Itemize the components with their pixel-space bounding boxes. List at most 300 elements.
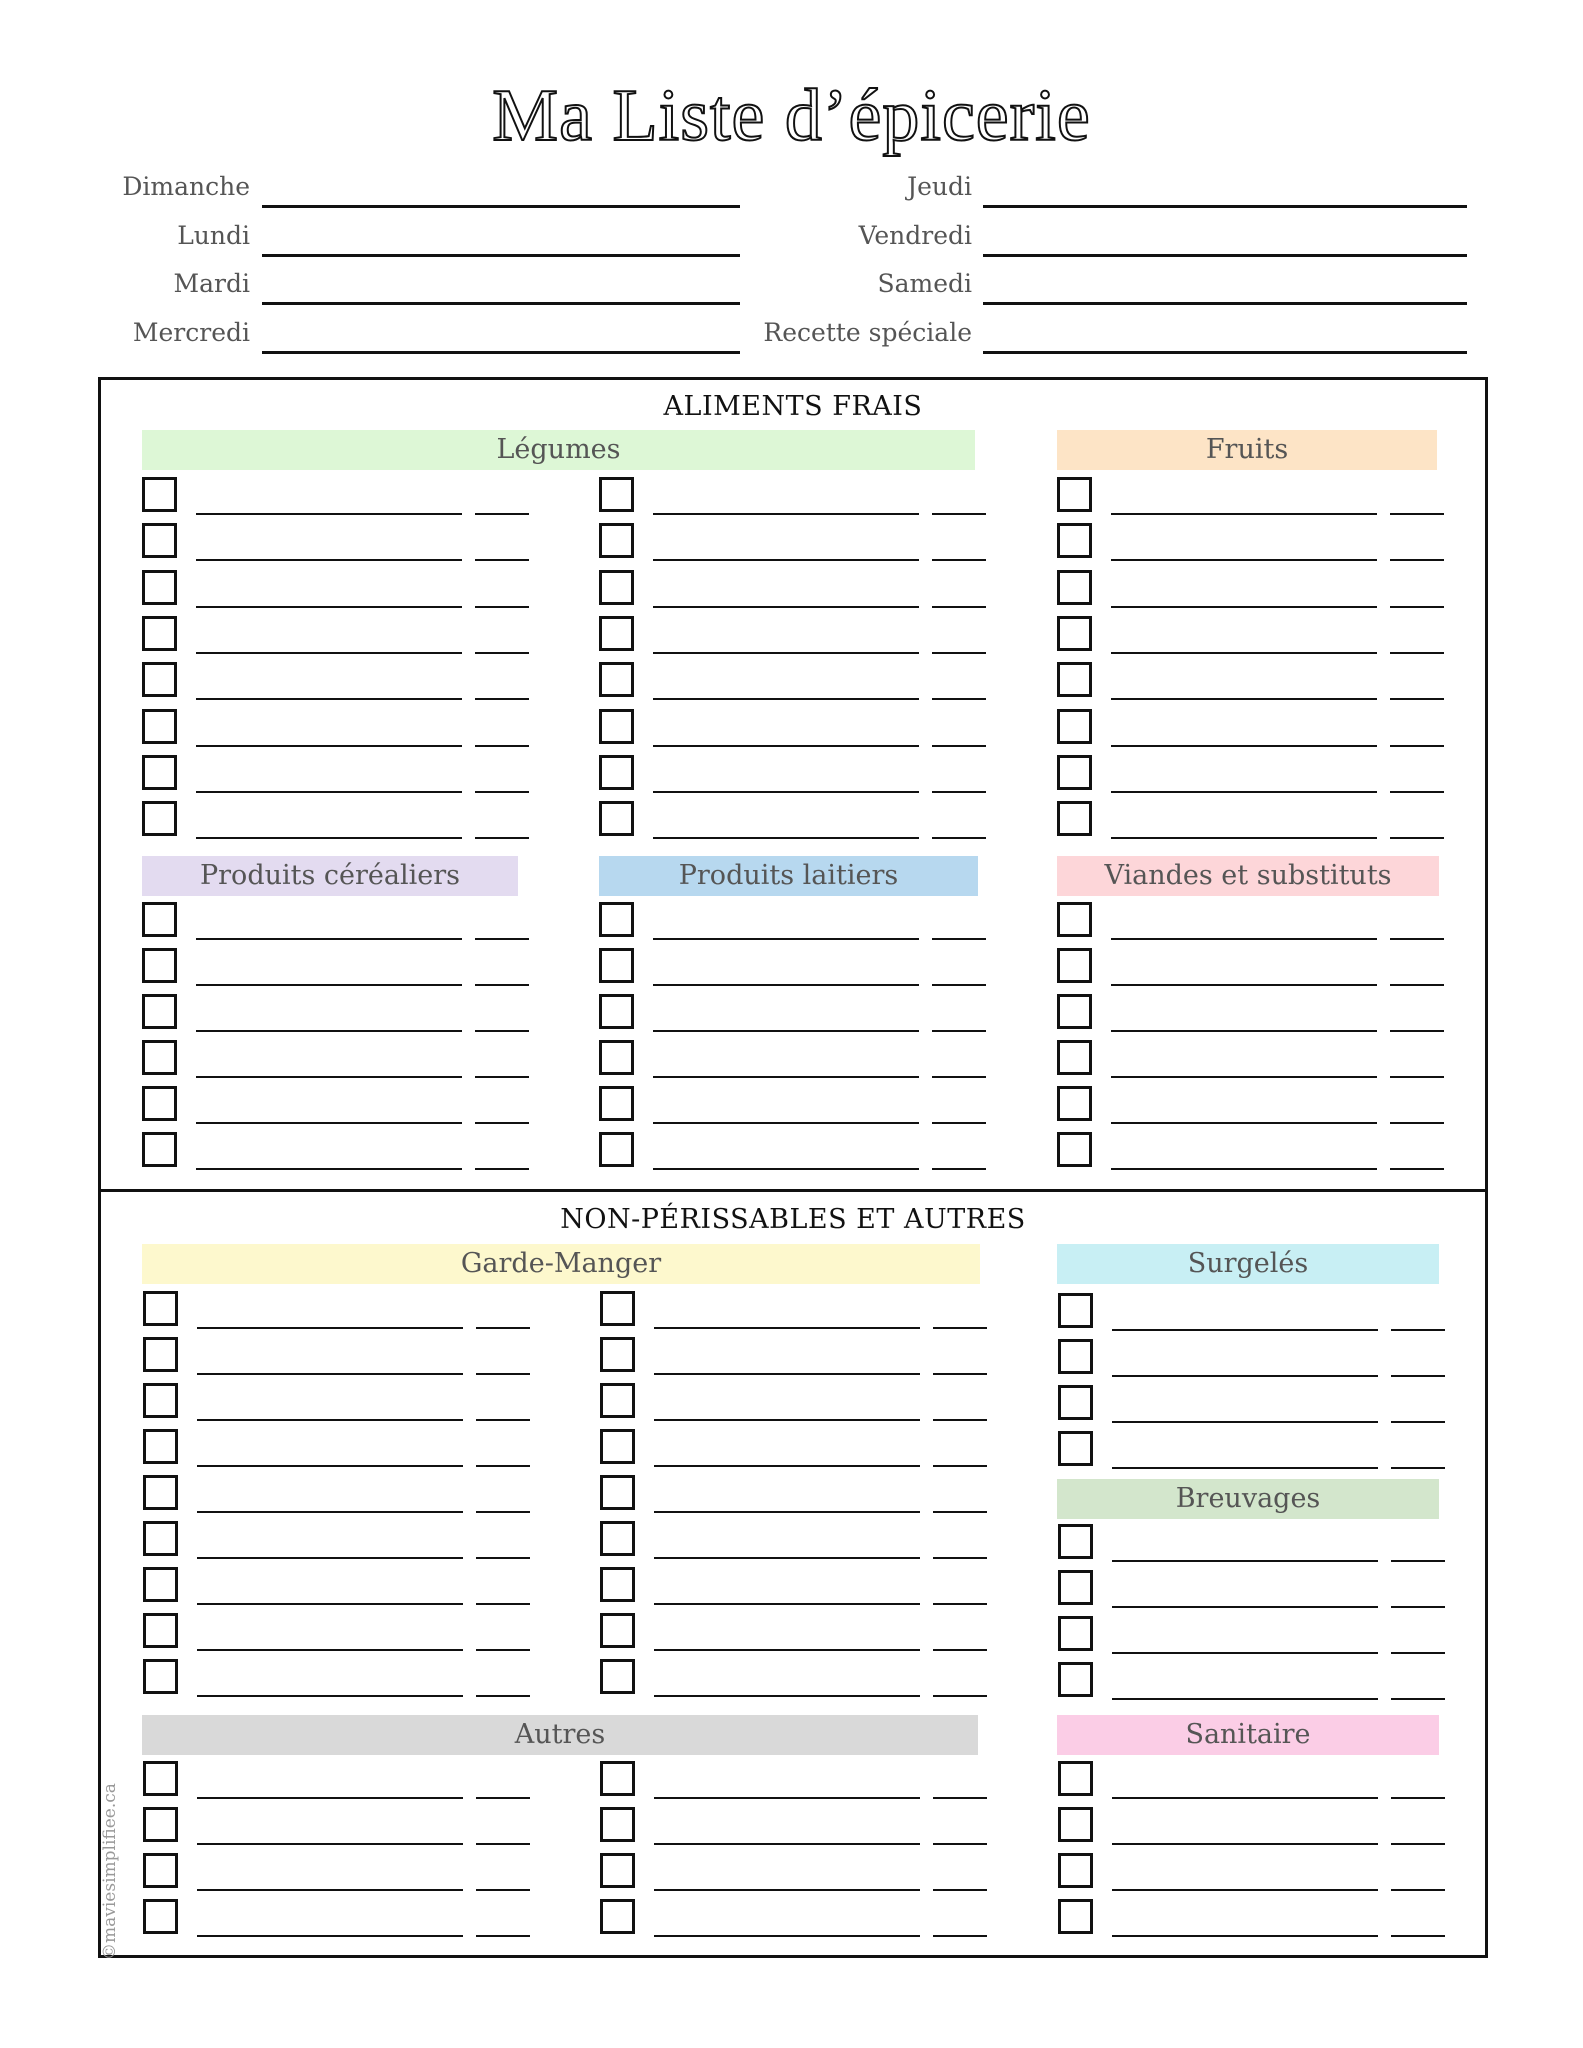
item-quantity-line[interactable]	[475, 1030, 529, 1032]
item-checkbox[interactable]	[599, 755, 634, 790]
item-quantity-line[interactable]	[475, 698, 529, 700]
item-name-line[interactable]	[196, 837, 462, 839]
item-checkbox[interactable]	[1057, 994, 1092, 1029]
item-checkbox[interactable]	[142, 1086, 177, 1121]
item-quantity-line[interactable]	[476, 1327, 530, 1329]
item-quantity-line[interactable]	[1391, 1329, 1445, 1331]
item-quantity-line[interactable]	[932, 1122, 986, 1124]
item-name-line[interactable]	[1112, 1843, 1378, 1845]
item-quantity-line[interactable]	[932, 606, 986, 608]
list-item	[142, 948, 532, 994]
item-name-line[interactable]	[196, 791, 462, 793]
list-item	[600, 1429, 990, 1475]
item-quantity-line[interactable]	[475, 606, 529, 608]
item-quantity-line[interactable]	[475, 745, 529, 747]
item-quantity-line[interactable]	[932, 745, 986, 747]
item-checkbox[interactable]	[600, 1337, 635, 1372]
item-name-line[interactable]	[1111, 1168, 1377, 1170]
item-name-line[interactable]	[654, 1797, 920, 1799]
item-quantity-line[interactable]	[933, 1557, 987, 1559]
item-quantity-line[interactable]	[476, 1889, 530, 1891]
item-name-line[interactable]	[1111, 698, 1377, 700]
item-name-line[interactable]	[653, 791, 919, 793]
item-name-line[interactable]	[1112, 1652, 1378, 1654]
item-checkbox[interactable]	[599, 523, 634, 558]
item-checkbox[interactable]	[599, 570, 634, 605]
list-item	[142, 616, 532, 662]
item-name-line[interactable]	[654, 1557, 920, 1559]
item-checkbox[interactable]	[142, 948, 177, 983]
item-checkbox[interactable]	[600, 1383, 635, 1418]
list-item	[1057, 1086, 1447, 1132]
item-name-line[interactable]	[1111, 745, 1377, 747]
list-item	[599, 948, 989, 994]
day-label-mercredi: Mercredi	[132, 318, 250, 347]
item-checkbox[interactable]	[1058, 1662, 1093, 1697]
item-checkbox[interactable]	[1058, 1899, 1093, 1934]
item-quantity-line[interactable]	[1390, 1076, 1444, 1078]
day-label-jeudi: Jeudi	[907, 172, 972, 201]
item-checkbox[interactable]	[142, 477, 177, 512]
item-name-line[interactable]	[197, 1557, 463, 1559]
item-name-line[interactable]	[654, 1695, 920, 1697]
item-checkbox[interactable]	[1057, 801, 1092, 836]
item-name-line[interactable]	[1112, 1375, 1378, 1377]
item-name-line[interactable]	[197, 1843, 463, 1845]
item-checkbox[interactable]	[1058, 1761, 1093, 1796]
item-quantity-line[interactable]	[932, 984, 986, 986]
list-item	[143, 1659, 533, 1705]
item-name-line[interactable]	[196, 1122, 462, 1124]
item-quantity-line[interactable]	[933, 1419, 987, 1421]
list-item	[142, 801, 532, 847]
item-name-line[interactable]	[1111, 1030, 1377, 1032]
item-name-line[interactable]	[1111, 938, 1377, 940]
item-checkbox[interactable]	[143, 1383, 178, 1418]
item-name-line[interactable]	[654, 1603, 920, 1605]
list-item	[143, 1383, 533, 1429]
item-quantity-line[interactable]	[1390, 791, 1444, 793]
day-line-dimanche[interactable]	[262, 205, 740, 208]
section-title: ALIMENTS FRAIS	[663, 391, 923, 422]
item-name-line[interactable]	[653, 1076, 919, 1078]
item-checkbox[interactable]	[143, 1613, 178, 1648]
list-item	[599, 994, 989, 1040]
item-checkbox[interactable]	[143, 1761, 178, 1796]
item-quantity-line[interactable]	[475, 652, 529, 654]
list-item	[1057, 523, 1447, 569]
item-name-line[interactable]	[197, 1465, 463, 1467]
item-quantity-line[interactable]	[1391, 1421, 1445, 1423]
item-name-line[interactable]	[1112, 1560, 1378, 1562]
day-line-vendredi[interactable]	[983, 254, 1467, 257]
category-label: Garde-Manger	[460, 1248, 662, 1279]
item-checkbox[interactable]	[599, 994, 634, 1029]
item-quantity-line[interactable]	[475, 1076, 529, 1078]
item-quantity-line[interactable]	[1390, 1030, 1444, 1032]
item-quantity-line[interactable]	[932, 698, 986, 700]
item-name-line[interactable]	[197, 1889, 463, 1891]
item-quantity-line[interactable]	[932, 513, 986, 515]
item-quantity-line[interactable]	[933, 1511, 987, 1513]
item-quantity-line[interactable]	[475, 984, 529, 986]
list-item	[599, 755, 989, 801]
item-name-line[interactable]	[1111, 1122, 1377, 1124]
item-checkbox[interactable]	[143, 1337, 178, 1372]
item-quantity-line[interactable]	[476, 1843, 530, 1845]
day-line-mardi[interactable]	[262, 302, 740, 305]
item-name-line[interactable]	[653, 1168, 919, 1170]
list-item	[142, 1040, 532, 1086]
item-checkbox[interactable]	[143, 1567, 178, 1602]
item-quantity-line[interactable]	[1391, 1935, 1445, 1937]
item-name-line[interactable]	[653, 1122, 919, 1124]
item-checkbox[interactable]	[599, 662, 634, 697]
item-name-line[interactable]	[197, 1797, 463, 1799]
item-name-line[interactable]	[653, 513, 919, 515]
item-checkbox[interactable]	[143, 1475, 178, 1510]
item-quantity-line[interactable]	[476, 1511, 530, 1513]
item-quantity-line[interactable]	[1391, 1606, 1445, 1608]
item-quantity-line[interactable]	[933, 1603, 987, 1605]
item-checkbox[interactable]	[142, 902, 177, 937]
item-checkbox[interactable]	[600, 1429, 635, 1464]
item-name-line[interactable]	[1111, 791, 1377, 793]
day-label-samedi: Samedi	[877, 269, 972, 298]
item-name-line[interactable]	[197, 1419, 463, 1421]
item-checkbox[interactable]	[599, 948, 634, 983]
item-quantity-line[interactable]	[1391, 1889, 1445, 1891]
item-name-line[interactable]	[654, 1649, 920, 1651]
item-quantity-line[interactable]	[1391, 1375, 1445, 1377]
category-label: Breuvages	[1175, 1483, 1321, 1514]
item-checkbox[interactable]	[142, 616, 177, 651]
item-checkbox[interactable]	[142, 994, 177, 1029]
item-checkbox[interactable]	[143, 1659, 178, 1694]
item-name-line[interactable]	[653, 837, 919, 839]
item-checkbox[interactable]	[142, 709, 177, 744]
list-item	[599, 801, 989, 847]
item-checkbox[interactable]	[599, 616, 634, 651]
item-quantity-line[interactable]	[1390, 745, 1444, 747]
item-quantity-line[interactable]	[1390, 938, 1444, 940]
category-label: Sanitaire	[1185, 1719, 1311, 1750]
item-checkbox[interactable]	[142, 523, 177, 558]
item-quantity-line[interactable]	[475, 837, 529, 839]
item-quantity-line[interactable]	[1391, 1797, 1445, 1799]
category-label: Viandes et substituts	[1104, 860, 1392, 891]
item-name-line[interactable]	[654, 1889, 920, 1891]
item-quantity-line[interactable]	[476, 1649, 530, 1651]
item-quantity-line[interactable]	[476, 1695, 530, 1697]
item-quantity-line[interactable]	[476, 1557, 530, 1559]
item-name-line[interactable]	[196, 938, 462, 940]
list-item	[600, 1291, 990, 1337]
item-name-line[interactable]	[654, 1327, 920, 1329]
item-name-line[interactable]	[1112, 1329, 1378, 1331]
item-name-line[interactable]	[1111, 559, 1377, 561]
item-name-line[interactable]	[196, 1168, 462, 1170]
item-name-line[interactable]	[196, 513, 462, 515]
item-name-line[interactable]	[197, 1327, 463, 1329]
day-line-mercredi[interactable]	[262, 351, 740, 354]
item-checkbox[interactable]	[143, 1521, 178, 1556]
list-item	[1058, 1662, 1448, 1708]
item-name-line[interactable]	[196, 652, 462, 654]
item-checkbox[interactable]	[1057, 1132, 1092, 1167]
item-quantity-line[interactable]	[933, 1889, 987, 1891]
item-quantity-line[interactable]	[932, 791, 986, 793]
item-quantity-line[interactable]	[932, 1076, 986, 1078]
item-quantity-line[interactable]	[1390, 559, 1444, 561]
item-checkbox[interactable]	[143, 1899, 178, 1934]
list-item	[600, 1761, 990, 1807]
item-name-line[interactable]	[197, 1373, 463, 1375]
item-quantity-line[interactable]	[475, 1122, 529, 1124]
item-quantity-line[interactable]	[1391, 1467, 1445, 1469]
item-checkbox[interactable]	[1057, 570, 1092, 605]
item-checkbox[interactable]	[600, 1613, 635, 1648]
item-name-line[interactable]	[1112, 1698, 1378, 1700]
day-line-samedi[interactable]	[983, 302, 1467, 305]
item-checkbox[interactable]	[599, 1040, 634, 1075]
list-item	[1057, 1040, 1447, 1086]
item-quantity-line[interactable]	[932, 1168, 986, 1170]
item-name-line[interactable]	[653, 745, 919, 747]
item-checkbox[interactable]	[599, 1132, 634, 1167]
item-checkbox[interactable]	[1057, 1086, 1092, 1121]
item-quantity-line[interactable]	[932, 837, 986, 839]
item-quantity-line[interactable]	[475, 513, 529, 515]
item-quantity-line[interactable]	[1390, 652, 1444, 654]
item-name-line[interactable]	[1112, 1467, 1378, 1469]
item-name-line[interactable]	[653, 559, 919, 561]
item-checkbox[interactable]	[599, 1086, 634, 1121]
list-item	[600, 1853, 990, 1899]
item-checkbox[interactable]	[1057, 1040, 1092, 1075]
item-name-line[interactable]	[653, 606, 919, 608]
item-checkbox[interactable]	[600, 1761, 635, 1796]
item-name-line[interactable]	[1112, 1889, 1378, 1891]
item-quantity-line[interactable]	[1390, 984, 1444, 986]
item-quantity-line[interactable]	[932, 938, 986, 940]
item-checkbox[interactable]	[1057, 616, 1092, 651]
item-quantity-line[interactable]	[933, 1649, 987, 1651]
item-quantity-line[interactable]	[476, 1797, 530, 1799]
item-quantity-line[interactable]	[933, 1465, 987, 1467]
item-name-line[interactable]	[197, 1649, 463, 1651]
item-name-line[interactable]	[653, 652, 919, 654]
item-quantity-line[interactable]	[932, 1030, 986, 1032]
list-item	[599, 902, 989, 948]
item-name-line[interactable]	[196, 1030, 462, 1032]
item-name-line[interactable]	[1111, 513, 1377, 515]
item-name-line[interactable]	[197, 1935, 463, 1937]
list-item	[599, 1132, 989, 1178]
list-item	[1058, 1339, 1448, 1385]
list-item	[143, 1853, 533, 1899]
item-quantity-line[interactable]	[933, 1373, 987, 1375]
item-quantity-line[interactable]	[476, 1603, 530, 1605]
list-item	[142, 994, 532, 1040]
item-checkbox[interactable]	[600, 1567, 635, 1602]
list-item	[143, 1475, 533, 1521]
item-checkbox[interactable]	[1057, 523, 1092, 558]
item-name-line[interactable]	[197, 1695, 463, 1697]
item-name-line[interactable]	[1112, 1606, 1378, 1608]
item-checkbox[interactable]	[1058, 1431, 1093, 1466]
item-checkbox[interactable]	[142, 570, 177, 605]
item-quantity-line[interactable]	[932, 559, 986, 561]
item-checkbox[interactable]	[143, 1853, 178, 1888]
item-quantity-line[interactable]	[475, 1168, 529, 1170]
category-label: Légumes	[496, 434, 621, 465]
item-name-line[interactable]	[1112, 1421, 1378, 1423]
item-quantity-line[interactable]	[476, 1419, 530, 1421]
item-checkbox[interactable]	[1057, 709, 1092, 744]
item-quantity-line[interactable]	[1390, 606, 1444, 608]
item-quantity-line[interactable]	[1391, 1698, 1445, 1700]
list-item	[1058, 1807, 1448, 1853]
day-line-lundi[interactable]	[262, 254, 740, 257]
item-quantity-line[interactable]	[933, 1327, 987, 1329]
item-checkbox[interactable]	[1058, 1853, 1093, 1888]
item-quantity-line[interactable]	[475, 559, 529, 561]
list-item	[1057, 994, 1447, 1040]
day-label-mardi: Mardi	[173, 269, 250, 298]
item-quantity-line[interactable]	[475, 791, 529, 793]
item-checkbox[interactable]	[143, 1429, 178, 1464]
item-name-line[interactable]	[196, 606, 462, 608]
item-checkbox[interactable]	[1057, 477, 1092, 512]
item-name-line[interactable]	[197, 1603, 463, 1605]
item-checkbox[interactable]	[1058, 1807, 1093, 1842]
item-checkbox[interactable]	[1058, 1524, 1093, 1559]
item-name-line[interactable]	[654, 1935, 920, 1937]
item-name-line[interactable]	[654, 1419, 920, 1421]
item-checkbox[interactable]	[1057, 755, 1092, 790]
item-checkbox[interactable]	[600, 1659, 635, 1694]
list-item	[599, 616, 989, 662]
item-checkbox[interactable]	[599, 801, 634, 836]
category-header-autres	[142, 1715, 978, 1755]
list-item	[1057, 1132, 1447, 1178]
list-item	[1058, 1431, 1448, 1477]
item-checkbox[interactable]	[1058, 1385, 1093, 1420]
item-quantity-line[interactable]	[1391, 1560, 1445, 1562]
list-item	[142, 1086, 532, 1132]
item-quantity-line[interactable]	[475, 938, 529, 940]
item-checkbox[interactable]	[1057, 662, 1092, 697]
item-name-line[interactable]	[1111, 1076, 1377, 1078]
item-checkbox[interactable]	[600, 1807, 635, 1842]
item-checkbox[interactable]	[599, 477, 634, 512]
item-name-line[interactable]	[1111, 652, 1377, 654]
item-name-line[interactable]	[654, 1465, 920, 1467]
item-name-line[interactable]	[1111, 837, 1377, 839]
item-quantity-line[interactable]	[933, 1935, 987, 1937]
item-name-line[interactable]	[196, 745, 462, 747]
item-checkbox[interactable]	[143, 1807, 178, 1842]
item-quantity-line[interactable]	[1391, 1843, 1445, 1845]
item-quantity-line[interactable]	[476, 1935, 530, 1937]
item-name-line[interactable]	[1112, 1797, 1378, 1799]
item-checkbox[interactable]	[599, 902, 634, 937]
item-quantity-line[interactable]	[1390, 1122, 1444, 1124]
item-name-line[interactable]	[1112, 1935, 1378, 1937]
item-checkbox[interactable]	[142, 801, 177, 836]
item-checkbox[interactable]	[600, 1521, 635, 1556]
item-quantity-line[interactable]	[932, 652, 986, 654]
item-quantity-line[interactable]	[476, 1373, 530, 1375]
list-item	[600, 1807, 990, 1853]
item-quantity-line[interactable]	[1390, 837, 1444, 839]
category-header-sanitaire	[1057, 1715, 1439, 1755]
list-item	[600, 1383, 990, 1429]
item-name-line[interactable]	[653, 698, 919, 700]
item-name-line[interactable]	[653, 1030, 919, 1032]
item-name-line[interactable]	[654, 1511, 920, 1513]
item-checkbox[interactable]	[143, 1291, 178, 1326]
item-checkbox[interactable]	[1058, 1570, 1093, 1605]
list-item	[1057, 801, 1447, 847]
item-checkbox[interactable]	[600, 1291, 635, 1326]
item-quantity-line[interactable]	[1391, 1652, 1445, 1654]
item-checkbox[interactable]	[1058, 1293, 1093, 1328]
item-quantity-line[interactable]	[933, 1843, 987, 1845]
day-label-dimanche: Dimanche	[122, 172, 250, 201]
list-item	[599, 709, 989, 755]
item-quantity-line[interactable]	[933, 1695, 987, 1697]
watermark: ©maviesimplifiee.ca	[100, 1783, 120, 1960]
item-name-line[interactable]	[653, 984, 919, 986]
item-name-line[interactable]	[197, 1511, 463, 1513]
item-checkbox[interactable]	[142, 1040, 177, 1075]
item-name-line[interactable]	[196, 559, 462, 561]
day-line-jeudi[interactable]	[983, 205, 1467, 208]
item-name-line[interactable]	[654, 1843, 920, 1845]
item-checkbox[interactable]	[1058, 1616, 1093, 1651]
item-quantity-line[interactable]	[1390, 698, 1444, 700]
list-item	[600, 1567, 990, 1613]
item-quantity-line[interactable]	[933, 1797, 987, 1799]
item-name-line[interactable]	[1111, 606, 1377, 608]
item-checkbox[interactable]	[1057, 902, 1092, 937]
item-checkbox[interactable]	[142, 662, 177, 697]
item-name-line[interactable]	[1111, 984, 1377, 986]
item-checkbox[interactable]	[600, 1475, 635, 1510]
item-quantity-line[interactable]	[1390, 513, 1444, 515]
item-checkbox[interactable]	[142, 1132, 177, 1167]
item-quantity-line[interactable]	[476, 1465, 530, 1467]
day-line-recette-speciale[interactable]	[983, 351, 1467, 354]
item-checkbox[interactable]	[599, 709, 634, 744]
item-quantity-line[interactable]	[1390, 1168, 1444, 1170]
list-item	[142, 477, 532, 523]
list-item	[599, 477, 989, 523]
item-checkbox[interactable]	[600, 1853, 635, 1888]
item-name-line[interactable]	[196, 698, 462, 700]
item-name-line[interactable]	[653, 938, 919, 940]
item-checkbox[interactable]	[600, 1899, 635, 1934]
item-checkbox[interactable]	[142, 755, 177, 790]
category-label: Fruits	[1205, 434, 1289, 465]
item-name-line[interactable]	[654, 1373, 920, 1375]
item-checkbox[interactable]	[1058, 1339, 1093, 1374]
item-name-line[interactable]	[196, 984, 462, 986]
item-name-line[interactable]	[196, 1076, 462, 1078]
item-checkbox[interactable]	[1057, 948, 1092, 983]
